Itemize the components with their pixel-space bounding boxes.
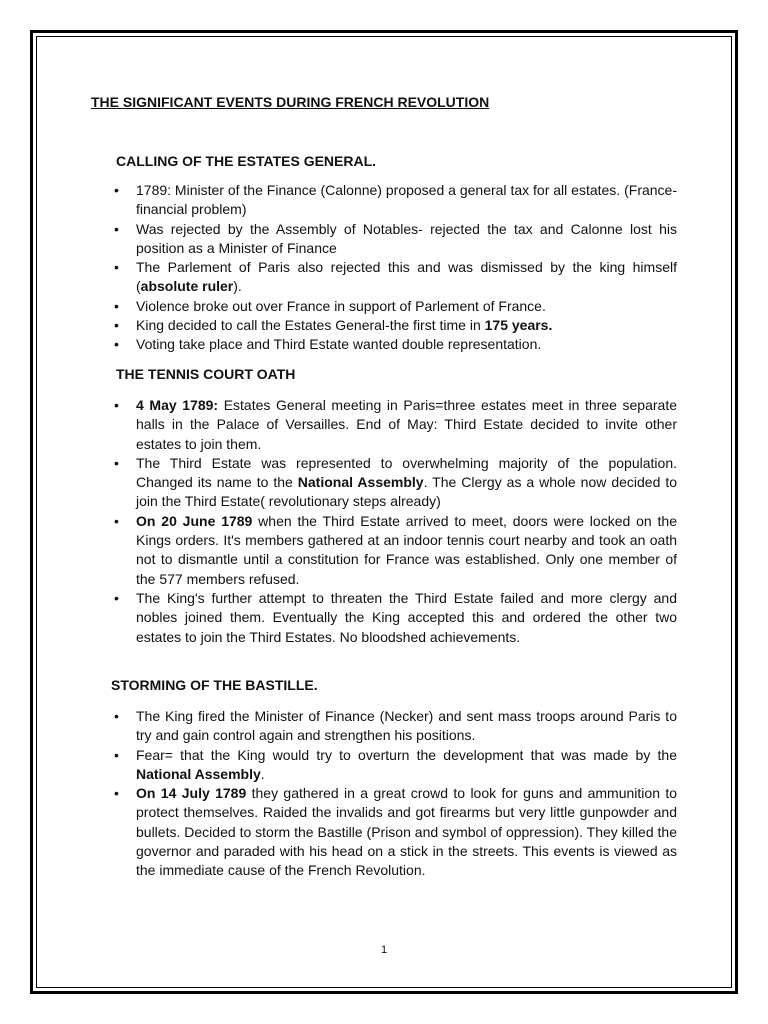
section-list-storming-bastille — [114, 707, 677, 881]
page-number: 1 — [380, 944, 388, 956]
list-item: • The King fired the Minister of Finance (Necker) and sent mass troops around Paris to try and gain control again and strengthen his positions. — [114, 707, 677, 746]
section-heading-tennis-court-oath: THE TENNIS COURT OATH — [116, 366, 296, 382]
document-title: THE SIGNIFICANT EVENTS DURING FRENCH REVOLUTION — [91, 94, 490, 110]
section-list-estates-general — [114, 181, 677, 355]
section-heading-estates-general: CALLING OF THE ESTATES GENERAL. — [116, 153, 377, 169]
section-list-tennis-court-oath — [114, 396, 677, 647]
list-item: • Fear= that the King would try to overturn the development that was made by the National Assembly. — [114, 746, 677, 785]
list-item: • The Third Estate was represented to overwhelming majority of the population. Changed its name to the National Assembly. The Clergy as a whole now decided to join the Third Estate( revolutionary steps already) — [114, 454, 677, 512]
list-item: • The King's further attempt to threaten the Third Estate failed and more clergy and nobles joined them. Eventually the King accepted this and ordered the other two estates to join the Third Estates. No bloodshed achievements. — [114, 589, 677, 647]
list-item: • Was rejected by the Assembly of Notables- rejected the tax and Calonne lost his position as a Minister of Finance — [114, 220, 677, 259]
list-item: • On 20 June 1789 when the Third Estate arrived to meet, doors were locked on the Kings orders. It's members gathered at an indoor tennis court nearby and took an oath not to dismantle until a constitution for France was established. Only one member of the 577 members refused. — [114, 512, 677, 589]
list-item: • On 14 July 1789 they gathered in a great crowd to look for guns and ammunition to protect themselves. Raided the invalids and got firearms but very little gunpowder and bullets. Decided to storm the Bastille (Prison and symbol of oppression). They killed the governor and paraded with his head on a stick in the streets. This events is viewed as the immediate cause of the French Revolution. — [114, 784, 677, 880]
list-item: • The Parlement of Paris also rejected this and was dismissed by the king himself (absolute ruler). — [114, 258, 677, 297]
list-item: • Voting take place and Third Estate wanted double representation. — [114, 335, 677, 354]
list-item: • King decided to call the Estates General-the first time in 175 years. — [114, 316, 677, 335]
list-item: • Violence broke out over France in support of Parlement of France. — [114, 297, 677, 316]
list-item: • 1789: Minister of the Finance (Calonne) proposed a general tax for all estates. (France-financial problem) — [114, 181, 677, 220]
list-item: • 4 May 1789: Estates General meeting in Paris=three estates meet in three separate halls in the Palace of Versailles. End of May: Third Estate decided to invite other estates to join them. — [114, 396, 677, 454]
section-heading-storming-bastille: STORMING OF THE BASTILLE. — [111, 677, 318, 693]
